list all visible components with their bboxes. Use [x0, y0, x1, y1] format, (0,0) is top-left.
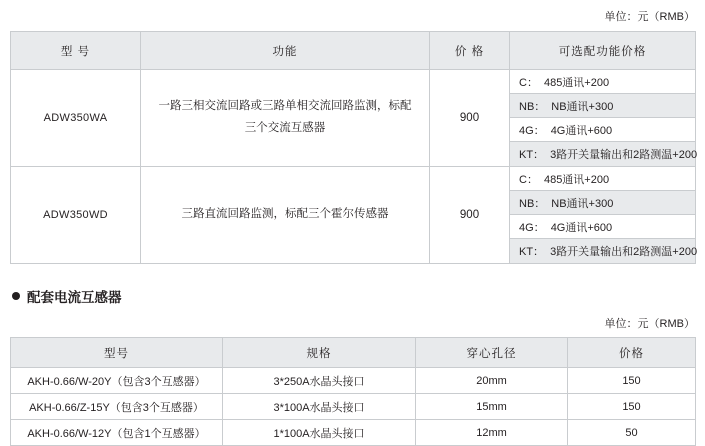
cell-ct-spec: 3*100A水晶头接口 — [223, 394, 416, 420]
product-price-table — [10, 31, 696, 264]
table-row — [11, 394, 696, 420]
table-row — [11, 70, 696, 167]
cell-ct-hole: 15mm — [416, 394, 568, 420]
table-header-row — [11, 338, 696, 368]
cell-model: ADW350WD — [11, 167, 141, 264]
option-text: NB通讯+300 — [551, 100, 614, 113]
header-ct-spec: 规格 — [223, 338, 416, 368]
option-item — [510, 118, 695, 142]
option-item — [510, 142, 698, 166]
option-text: NB通讯+300 — [551, 197, 614, 210]
option-key: 4G： — [519, 221, 545, 234]
option-item — [510, 191, 695, 215]
header-function: 功能 — [141, 32, 430, 70]
option-text: 485通讯+200 — [543, 76, 610, 89]
cell-ct-model: AKH-0.66/W-20Y（包含3个互感器） — [11, 368, 223, 394]
cell-ct-spec: 1*100A水晶头接口 — [223, 420, 416, 446]
option-text: 485通讯+200 — [543, 173, 610, 186]
option-key: NB： — [519, 100, 546, 113]
ct-price-table — [10, 337, 696, 446]
option-key: 4G： — [519, 124, 545, 137]
header-ct-hole: 穿心孔径 — [416, 338, 568, 368]
option-text: 3路开关量输出和2路测温+200 — [550, 246, 698, 258]
table-row — [11, 368, 696, 394]
table-row — [11, 167, 696, 264]
cell-options — [510, 167, 696, 264]
table-header-row — [11, 32, 696, 70]
cell-ct-hole: 12mm — [416, 420, 568, 446]
option-item — [510, 215, 695, 239]
cell-ct-spec: 3*250A水晶头接口 — [223, 368, 416, 394]
cell-function: 三路直流回路监测，标配三个霍尔传感器 — [141, 167, 430, 264]
unit-label-bottom: 单位：元（RMB） — [604, 318, 695, 330]
bullet-icon — [12, 292, 20, 300]
option-key: NB： — [519, 197, 546, 210]
option-key: C： — [519, 76, 538, 89]
cell-function: 一路三相交流回路或三路单相交流回路监测，标配三个交流互感器 — [141, 70, 430, 167]
cell-ct-hole: 20mm — [416, 368, 568, 394]
option-text: 4G通讯+600 — [550, 124, 613, 137]
header-ct-price: 价格 — [568, 338, 696, 368]
cell-ct-price: 150 — [568, 368, 696, 394]
option-text: 3路开关量输出和2路测温+200 — [550, 149, 698, 161]
option-item — [510, 239, 698, 263]
table-row — [11, 420, 696, 446]
cell-options — [510, 70, 696, 167]
cell-ct-model: AKH-0.66/Z-15Y（包含3个互感器） — [11, 394, 223, 420]
cell-ct-model: AKH-0.66/W-12Y（包含1个互感器） — [11, 420, 223, 446]
header-price: 价 格 — [430, 32, 510, 70]
option-key: C： — [519, 173, 538, 186]
cell-price: 900 — [430, 70, 510, 167]
cell-model: ADW350WA — [11, 70, 141, 167]
option-item — [510, 70, 695, 94]
header-ct-model: 型号 — [11, 338, 223, 368]
unit-label-top: 单位：元（RMB） — [604, 11, 695, 23]
section-title: 配套电流互感器 — [27, 290, 122, 305]
header-optional-price: 可选配功能价格 — [510, 32, 696, 70]
option-item — [510, 94, 695, 118]
cell-ct-price: 150 — [568, 394, 696, 420]
option-key: KT： — [519, 149, 545, 161]
option-item — [510, 167, 695, 191]
section-heading-ct — [12, 286, 705, 306]
cell-price: 900 — [430, 167, 510, 264]
header-model: 型 号 — [11, 32, 141, 70]
cell-ct-price: 50 — [568, 420, 696, 446]
option-text: 4G通讯+600 — [550, 221, 613, 234]
option-key: KT： — [519, 246, 545, 258]
